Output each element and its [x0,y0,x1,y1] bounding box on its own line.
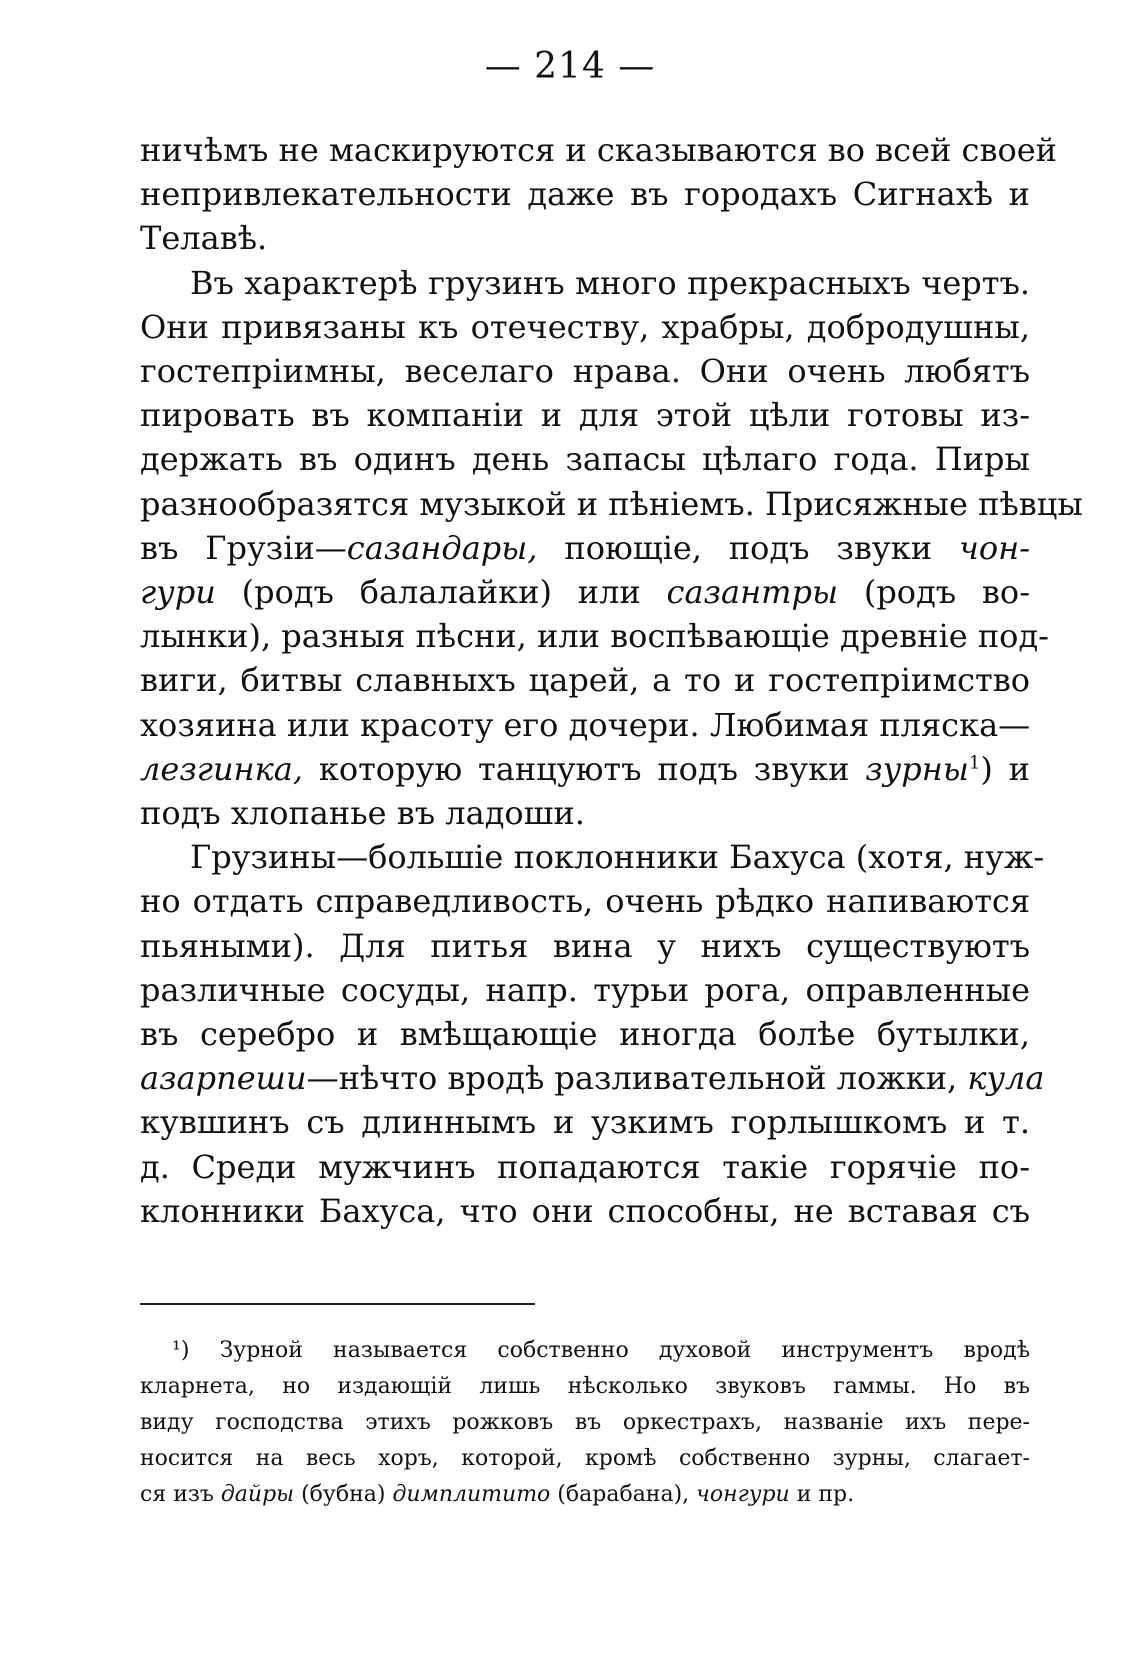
term-dimplitito: димплитито [392,1482,551,1507]
footnote-line: носится на весь хоръ, которой, кромѣ собственно зурны, слагает- [140,1446,1030,1471]
footnote-line [140,1477,1030,1513]
text-fragment: —нѣчто вродѣ разливательной ложки, [306,1059,968,1098]
text-fragment: ) и [980,749,1031,788]
main-text [140,128,1083,1233]
term-sazandary: сазандары, [346,528,538,567]
text-fragment: которую танцуютъ подъ звуки [302,749,866,788]
text-line: различные сосуды, напр. турьи рога, оправленные [140,970,1030,1009]
text-fragment: (родъ во- [838,573,1031,612]
term-zurny: зурны [865,749,969,788]
text-line: клонники Бахуса, что они способны, не вставая съ [140,1191,1030,1230]
text-line: хозяина или красоту его дочери. Любимая пляска— [140,705,1031,744]
text-line [140,1056,1045,1100]
text-fragment: (бубна) [294,1482,393,1507]
term-dayry: дайры [220,1482,295,1507]
text-fragment: въ Грузіи— [140,528,347,567]
text-line [140,570,1030,614]
term-azarpeshi: азарпеши [140,1059,307,1098]
footnote-marker: 1 [968,752,981,774]
term-lezginka: лезгинка, [140,749,303,788]
term-chonguri-part: чон- [958,528,1030,567]
text-fragment: ся изъ [140,1482,221,1507]
text-line: Въ характерѣ грузинъ много прекрасныхъ чертъ. [190,263,1030,302]
text-line: пировать въ компаніи и для этой цѣли готовы из- [140,396,1030,435]
text-fragment: (барабана), [550,1482,697,1507]
footnote-line: ¹) Зурной называется собственно духовой инструментъ вродѣ [172,1338,1030,1363]
text-line: ничѣмъ не маскируются и сказываются во всей своей [140,131,1057,169]
text-fragment: и пр. [789,1482,855,1507]
paragraph-3 [140,835,1045,1233]
text-line: держать въ одинъ день запасы цѣлаго года. Пиры [140,440,1030,479]
text-line: пьяными). Для питья вина у нихъ существуютъ [140,926,1030,965]
text-line: въ серебро и вмѣщающіе иногда болѣе бутылки, [140,1015,1030,1054]
text-line: гостепріимны, веселаго нрава. Они очень любятъ [140,352,1030,391]
text-line: Они привязаны къ отечеству, храбры, добродушны, [140,307,1030,346]
text-line [140,526,1030,570]
paragraph-1 [140,128,1057,261]
text-line: Грузины—большіе поклонники Бахуса (хотя, нуж- [190,838,1045,877]
text-line: кувшинъ съ длиннымъ и узкимъ горлышкомъ и т. [140,1103,1030,1142]
term-chonguri: чонгури [696,1482,790,1507]
text-line: виги, битвы славныхъ царей, а то и гостепріимство [140,661,1030,700]
text-line: непривлекательности даже въ городахъ Сигнахѣ и [140,175,1030,214]
footnote [140,1333,1030,1513]
paragraph-2 [140,261,1083,836]
text-line: д. Среди мужчинъ попадаются такіе горячіе по- [140,1147,1030,1186]
footnote-divider [140,1303,535,1305]
term-sazantry: сазантры [666,573,839,612]
text-fragment: (родъ балалайки) или [215,573,667,612]
text-line: но отдать справедливость, очень рѣдко напиваются [140,882,1030,921]
term-chonguri-end: гури [140,573,216,612]
text-line: подъ хлопанье въ ладоши. [140,794,585,833]
term-kula: кула [967,1059,1045,1098]
page-number: — 214 — [484,46,656,87]
text-line [140,747,1030,791]
footnote-line: кларнета, но издающій лишь нѣсколько звуковъ гаммы. Но въ [140,1374,1030,1399]
text-line: Телавѣ. [140,219,268,258]
text-line: разнообразятся музыкой и пѣніемъ. Присяжные пѣвцы [140,484,1083,523]
footnote-line: виду господства этихъ рожковъ въ оркестрахъ, названіе ихъ пере- [140,1410,1030,1435]
text-fragment: поющіе, подъ звуки [537,528,959,567]
text-line: лынки), разныя пѣсни, или воспѣвающіе древніе под- [140,617,1049,656]
